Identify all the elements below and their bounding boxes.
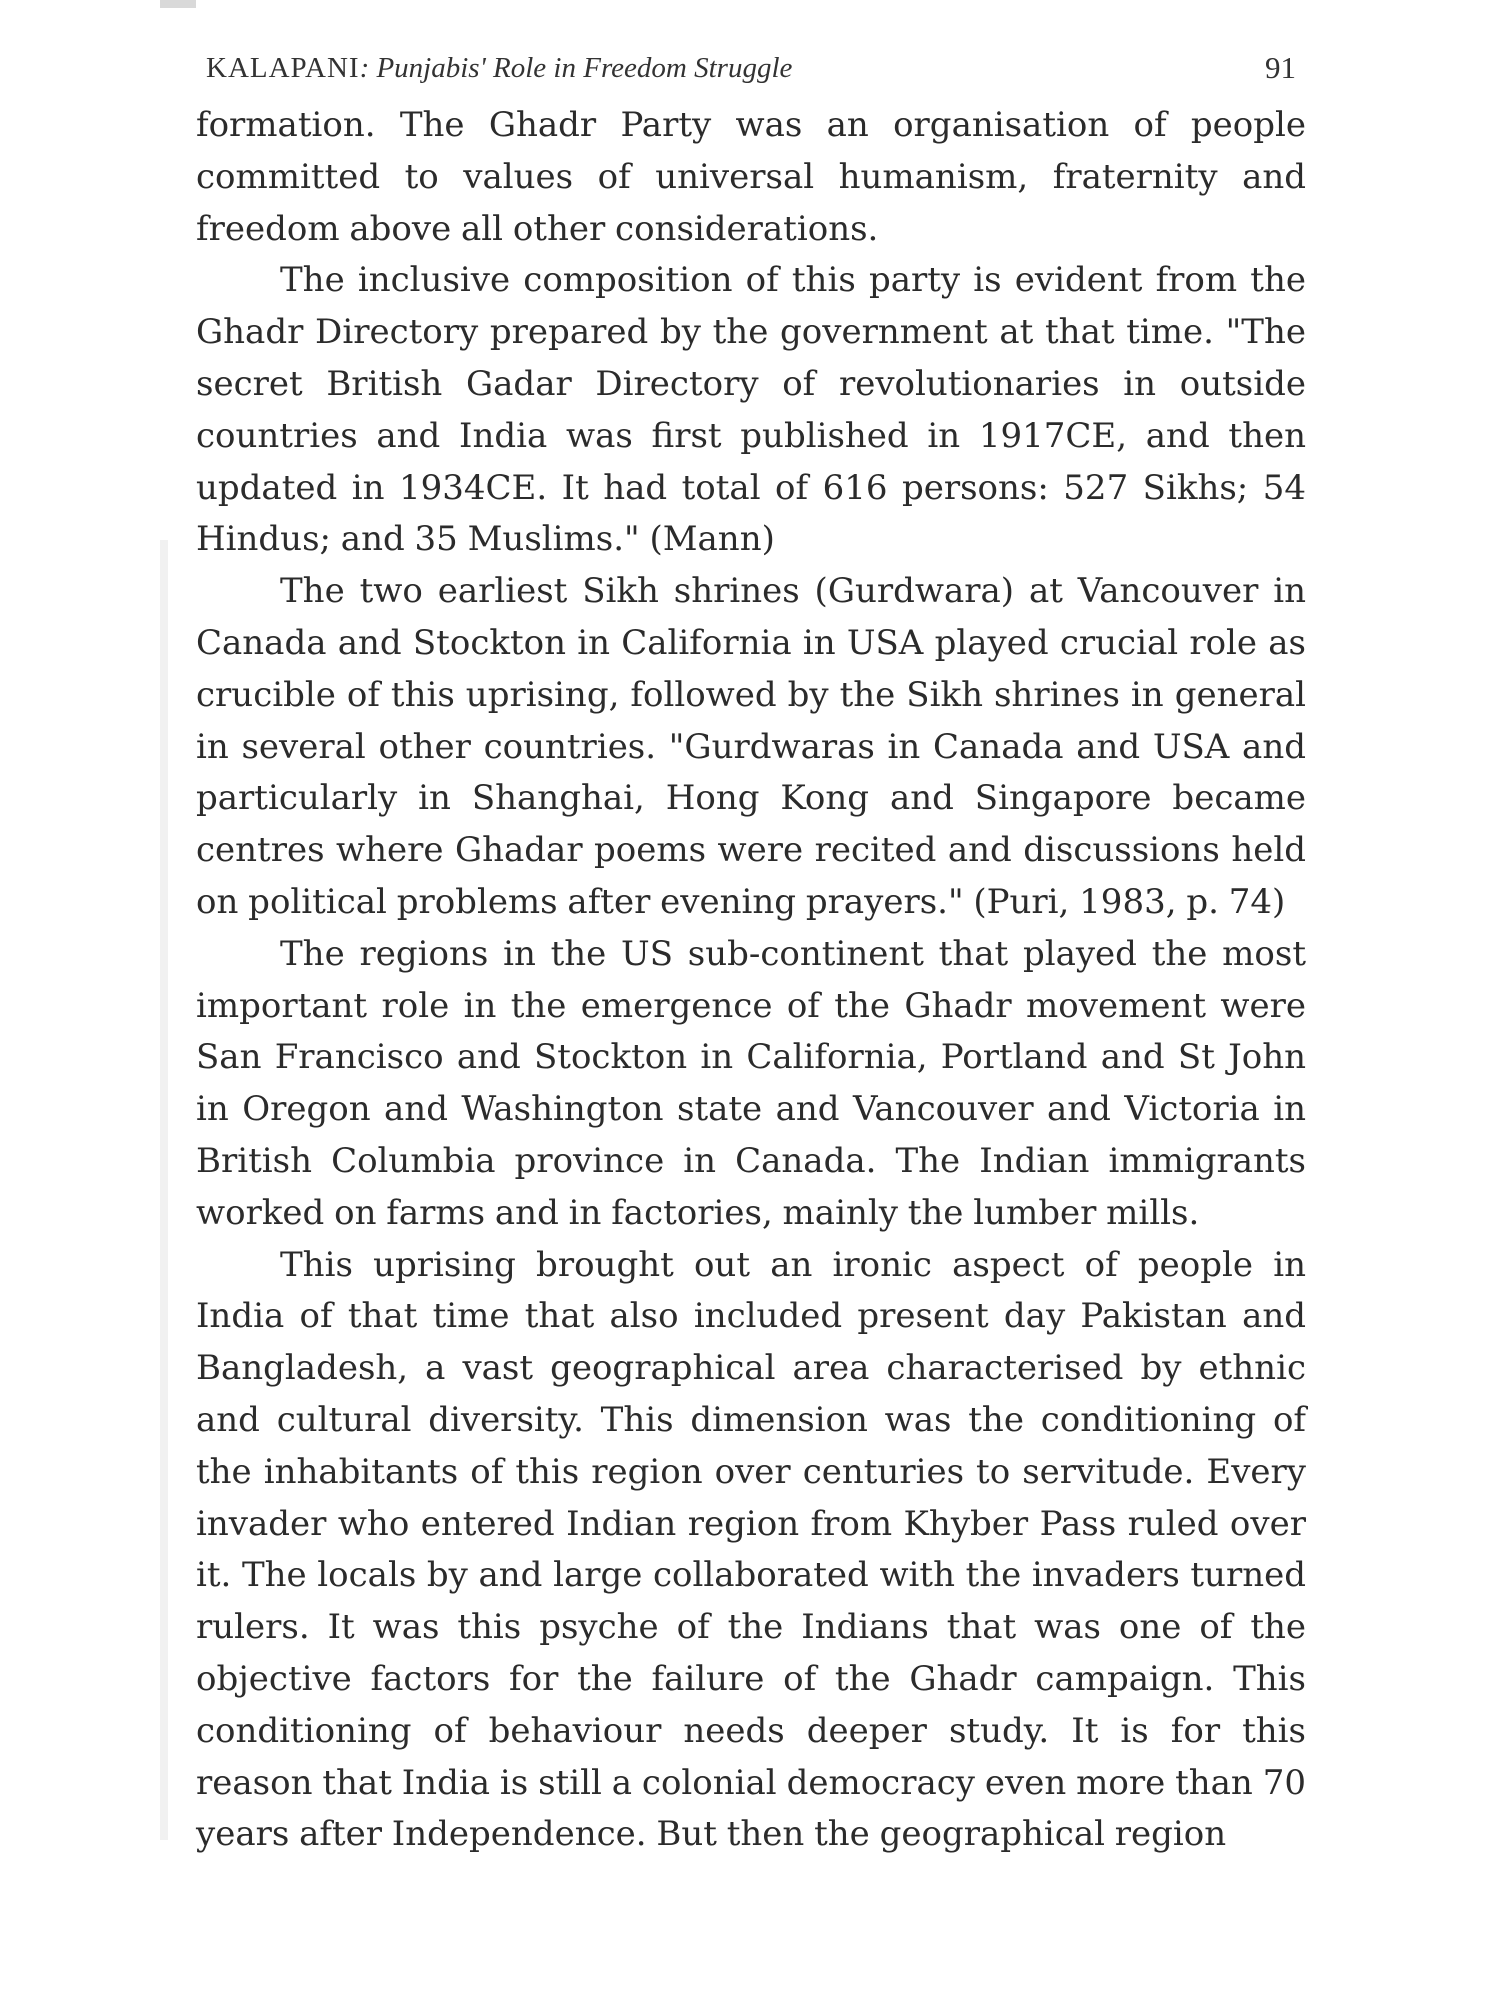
body-text (196, 100, 1306, 1861)
paragraph: The two earliest Sikh shrines (Gurdwara) at Vancouver in Canada and Stockton in California in USA played crucial role as crucible of this uprising, followed by the Sikh shrines in general in several other countries. "Gurdwaras in Canada and USA and particularly in Shanghai, Hong Kong and Singapore became centres where Ghadar poems were recited and discussions held on political problems after evening prayers." (Puri, 1983, p. 74) (196, 571, 1306, 922)
paragraph: formation. The Ghadr Party was an organisation of people committed to values of universal humanism, fraternity and freedom above all other considerations. (196, 105, 1306, 249)
paragraph: The inclusive composition of this party is evident from the Ghadr Directory prepared by the government at that time. "The secret British Gadar Directory of revolutionaries in outside countries and India was first published in 1917CE, and then updated in 1934CE. It had total of 616 persons: 527 Sikhs; 54 Hindus; and 35 Muslims." (Mann) (196, 260, 1306, 560)
running-header (196, 40, 1306, 100)
paragraph: The regions in the US sub-continent that played the most important role in the emergence of the Ghadr movement were San Francisco and Stockton in California, Portland and St John in Oregon and Washington state and Vancouver and Victoria in British Columbia province in Canada. The Indian immigrants worked on farms and in factories, mainly the lumber mills. (196, 933, 1306, 1233)
paragraph: This uprising brought out an ironic aspect of people in India of that time that also included present day Pakistan and Bangladesh, a vast geographical area characterised by ethnic and cultural diversity. This dimension was the conditioning of the inhabitants of this region over centuries to servitude. Every invader who entered Indian region from Khyber Pass ruled over it. The locals by and large collaborated with the invaders turned rulers. It was this psyche of the Indians that was one of the objective factors for the failure of the Ghadr campaign. This conditioning of behaviour needs deeper study. It is for this reason that India is still a colonial democracy even more than 70 years after Independence. But then the geographical region (196, 1244, 1306, 1855)
page-number: 91 (1265, 50, 1296, 85)
running-header-title (206, 52, 792, 85)
book-page (196, 40, 1306, 1861)
page-edge-shadow (160, 0, 196, 8)
book-short-title: KALAPANI (206, 52, 360, 84)
page-gutter-shadow (160, 540, 168, 1840)
book-subtitle: : Punjabis' Role in Freedom Struggle (359, 52, 793, 84)
